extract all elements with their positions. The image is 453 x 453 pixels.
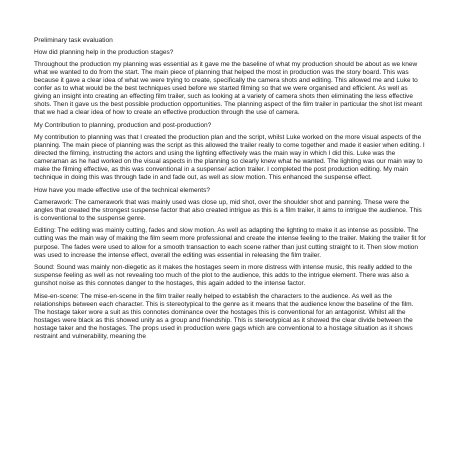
paragraph-sound: Sound: Sound was mainly non-diegetic as it makes the hostages seem in more distress with intense music, this really added to the suspense feeling as well as not revealing too much of the plot to the audience, this adds to the intrigue element. There was also a gunshot noise as this connotes danger to the hostages, this again added to the intense factor. bbox=[34, 264, 413, 288]
section-planning bbox=[34, 49, 426, 117]
document-title: Preliminary task evaluation bbox=[34, 37, 113, 44]
paragraph-editing: Editing: The editing was mainly cutting, fades and slow motion. As well as adapting the lighting to make it as intense as possible. The cutting was the main way of making the film seem more professional and create the intense feeling to the trailer. Making the trailer fit for purpose. The fades were used to allow for a smooth transaction to each scene rather than just cutting straight to it. Then slow motion was used to increase the intense effect, overall the editing was essential in releasing the film trailer. bbox=[34, 227, 426, 259]
section-heading: My Contribution to planning, production and post-production? bbox=[34, 121, 212, 129]
document-page bbox=[34, 37, 426, 346]
section-heading: How did planning help in the production stages? bbox=[34, 49, 174, 57]
section-technical-elements bbox=[34, 187, 426, 341]
paragraph-planning: Throughout the production my planning was essential as it gave me the baseline of what my production should be about as we knew what we wanted to do from the start. The main piece of planning that helped the most in production was the story board. This was because it gave a clear idea of what we were trying to create, specifically the camera shots and editing. This allowed me and Luke to confer as to what would be the best techniques used before we started filming so that we were organised and efficient. As well as giving an insight into creating an effecting film trailer, such as looking at a variety of camera shots then eliminating the less effective shots. Then it gave us the best possible production opportunities. The planning aspect of the film trailer in particular the shot list meant that we had a clear idea of how to create an effective production through the use of camera. bbox=[34, 61, 423, 117]
section-contribution bbox=[34, 122, 426, 182]
section-heading: How have you made effective use of the technical elements? bbox=[34, 186, 211, 194]
paragraph-camerawork: Camerawork: The camerawork that was mainly used was close up, mid shot, over the shoulder shot and panning. These were the angles that created the strongest suspense factor that also created intrigue as this is a film trailer, it aims to intrigue the audience. This is conventional to the suspense genre. bbox=[34, 198, 422, 222]
paragraph-contribution: My contribution to planning was that I created the production plan and the script, whilst Luke worked on the more visual aspects of the planning. The main piece of planning was the script as this allowed the trailer really to come together and made it easier when editing. I directed the filming, instructing the actors and using the lighting effectively was the main way in which I did this. Luke was the cameraman as he had worked on the visual aspects in the planning so clearly knew what he wanted. The lighting was our main way to make the filming effective, as this was conventional in a suspense/ action trailer. I completed the post production editing. My main technique in doing this was through fade in and fade out, as well as slow motion. This enhanced the suspense effect. bbox=[34, 133, 425, 182]
paragraph-mise-en-scene: Mise-en-scene: The mise-en-scene in the film trailer really helped to establish the characters to the audience. As well as the relationships between each character. This is stereotypical to the genre as it means that the audience know the baseline of the film. The hostage taker wore a suit as this connotes dominance over the hostages this is conventional for an antagonist. Whilst all the hostages were black as this showed unity as a group and friendship. This is stereotypical as it showed the clear divide between the hostage taker and the hostages. The props used in production were gags which are conventional to a hostage situation as it shows restraint and vulnerability, meaning the bbox=[34, 292, 414, 340]
